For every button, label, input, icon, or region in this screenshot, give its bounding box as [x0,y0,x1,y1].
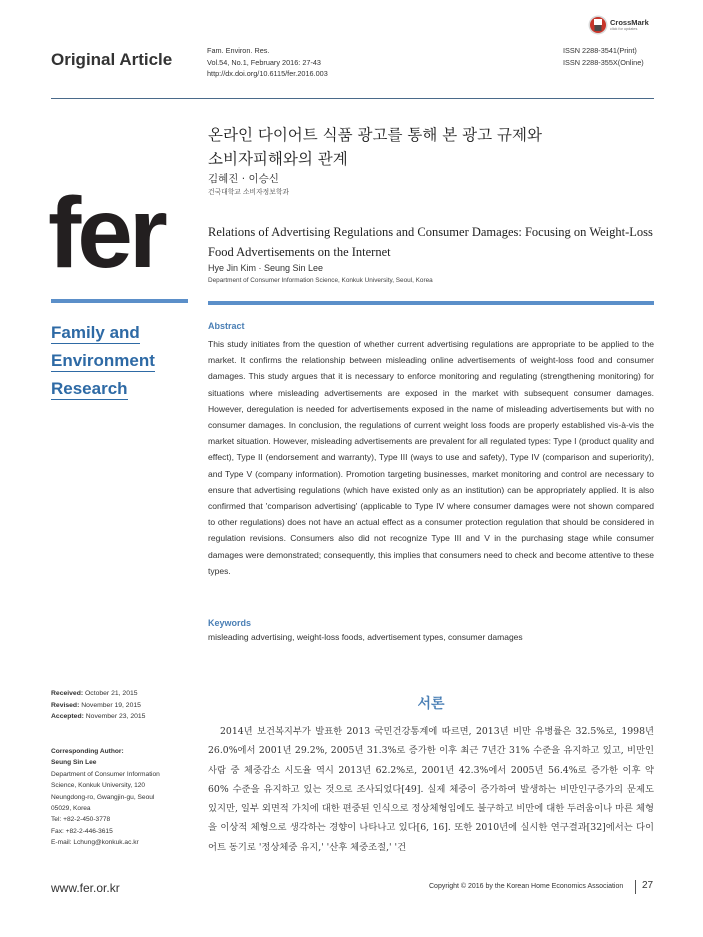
affiliation-korean: 건국대학교 소비자정보학과 [208,188,289,196]
journal-name [51,319,191,403]
corresponding-line: Neungdong-ro, Gwangjin-gu, Seoul [51,793,155,801]
title-divider [208,301,654,305]
crossmark-badge[interactable] [588,12,652,38]
journal-reference [207,45,328,80]
abstract-heading: Abstract [208,321,245,331]
corresponding-email[interactable]: E-mail: Lchung@konkuk.ac.kr [51,839,139,847]
volume-issue: Vol.54, No.1, February 2016: 27-43 [207,57,321,67]
received-date: Received: October 21, 2015 [51,690,138,697]
corresponding-line: Science, Konkuk University, 120 [51,782,146,790]
journal-name-line2: Environment [51,351,155,370]
corresponding-author [51,746,201,849]
title-korean-line2: 소비자피해와의 관계 [208,150,348,168]
footer-separator [635,880,636,894]
footer-url[interactable]: www.fer.or.kr [51,881,120,895]
title-english [208,222,658,262]
journal-name-line1: Family and [51,323,140,342]
logo-divider [51,299,188,303]
page-number: 27 [642,880,654,891]
authors-korean: 김혜진 · 이승신 [208,173,279,185]
article-dates [51,688,145,723]
title-korean [208,123,648,171]
corresponding-fax: Fax: +82-2-446-3615 [51,827,113,835]
journal-abbrev: Fam. Environ. Res. [207,46,270,55]
crossmark-icon [588,14,608,36]
body-paragraph: 2014년 보건복지부가 발표한 2013 국민건강통계에 따르면, 2013년 비만 유병률은 32.5%로, 1998년 26.0%에서 2001년 29.2%, 2005년 31.3%로 증가한 이후 최근 7년간 31% 수준을 유지하고 있고, 비만인 사람 중 체중감소 시도율 역시 2013년 62.2%로, 2001년 42.3%에서 2005년 56.4%로 증가한 이후 약 60% 수준을 유지하고 있는 것으로 조사되었다[49]. 실제 체중이 증가하여 발생하는 비만인구증가의 문제도 있지만, 일부 외면적 가치에 대한 편중된 인식으로 정상체형임에도 불구하고 비만에 대한 두려움이나 마른 체형을 이상적 체형으로 생각하는 경향이 나타나고 있다[6, 16]. 또한 2010년에 실시한 연구결과[32]에서는 다이어트 동기로 '정상체중 유지,' '산후 체중조절,' '건 [208,726,654,853]
journal-name-line3: Research [51,379,128,398]
footer-copyright: Copyright © 2016 by the Korean Home Economics Association [429,883,624,890]
title-korean-line1: 온라인 다이어트 식품 광고를 통해 본 광고 규제와 [208,126,542,144]
abstract-body: This study initiates from the question of whether current advertising regulations are appropriate to be applied to the market. It confirms the relationship between misleading online advertisements of weight-loss food and consumer damages. This study argues that it is necessary to enforce monitoring and regulating (strengthening monitoring) for situations where misleading advertisements are exposed in the market with subsequent consumer damages. However, deregulation is needed for advertisements exposed in the name of misleading advertisements but with no consumer damages. In conclusion, the regulations of current weight loss foods are properly established vis-à-vis the market situation. However, misleading advertisements are prevalent for all regulated types: Type I (product quality and effect), Type II (endorsement and warranty), Type III (ways to use and safety), Type IV (comparison and superiority), and Type V (company information). Promotion targeting businesses, market monitoring and control are necessary to ensure that advertising regulations (which have existed only as an institution) can be appropriately applied. It is also confirmed that 'comparison advertising' (applicable to Type IV where consumer damages were not shown compared to other regulations) does not have an actual effect as a consumer protection regulation that should be considered in regulation revisions. Consumers also did not recognize Type III and V in the purchasing stage while consumer damages were demonstrated; consequently, this implies that consumers need to check and become attentive to these types. [208,339,654,576]
article-type: Original Article [51,50,173,69]
section-heading: 서론 [417,696,445,712]
issn-print: ISSN 2288-3541(Print) [563,46,637,55]
corresponding-heading: Corresponding Author: [51,748,124,755]
keywords-heading: Keywords [208,618,252,628]
accepted-date: Accepted: November 23, 2015 [51,713,146,721]
crossmark-sublabel: click for updates [610,27,638,31]
doi-link[interactable]: http://dx.doi.org/10.6115/fer.2016.003 [207,69,328,78]
issn-block [563,45,644,68]
issn-online: ISSN 2288-355X(Online) [563,57,644,67]
affiliation-english: Department of Consumer Information Science, Konkuk University, Seoul, Korea [208,277,433,284]
keywords-body: misleading advertising, weight-loss foods, advertisement types, consumer damages [208,632,523,642]
corresponding-name: Seung Sin Lee [51,759,97,767]
header-divider [51,98,654,99]
title-english-line2: Food Advertisements on the Internet [208,245,391,259]
corresponding-tel: Tel: +82-2-450-3778 [51,816,111,824]
corresponding-line: 05029, Korea [51,805,91,813]
journal-logo: fer [48,177,164,289]
authors-english: Hye Jin Kim · Seung Sin Lee [208,263,324,273]
title-english-line1: Relations of Advertising Regulations and Consumer Damages: Focusing on Weight-Loss [208,225,653,239]
revised-date: Revised: November 19, 2015 [51,701,141,709]
corresponding-line: Department of Consumer Information [51,770,160,778]
crossmark-label: CrossMark [610,18,649,27]
